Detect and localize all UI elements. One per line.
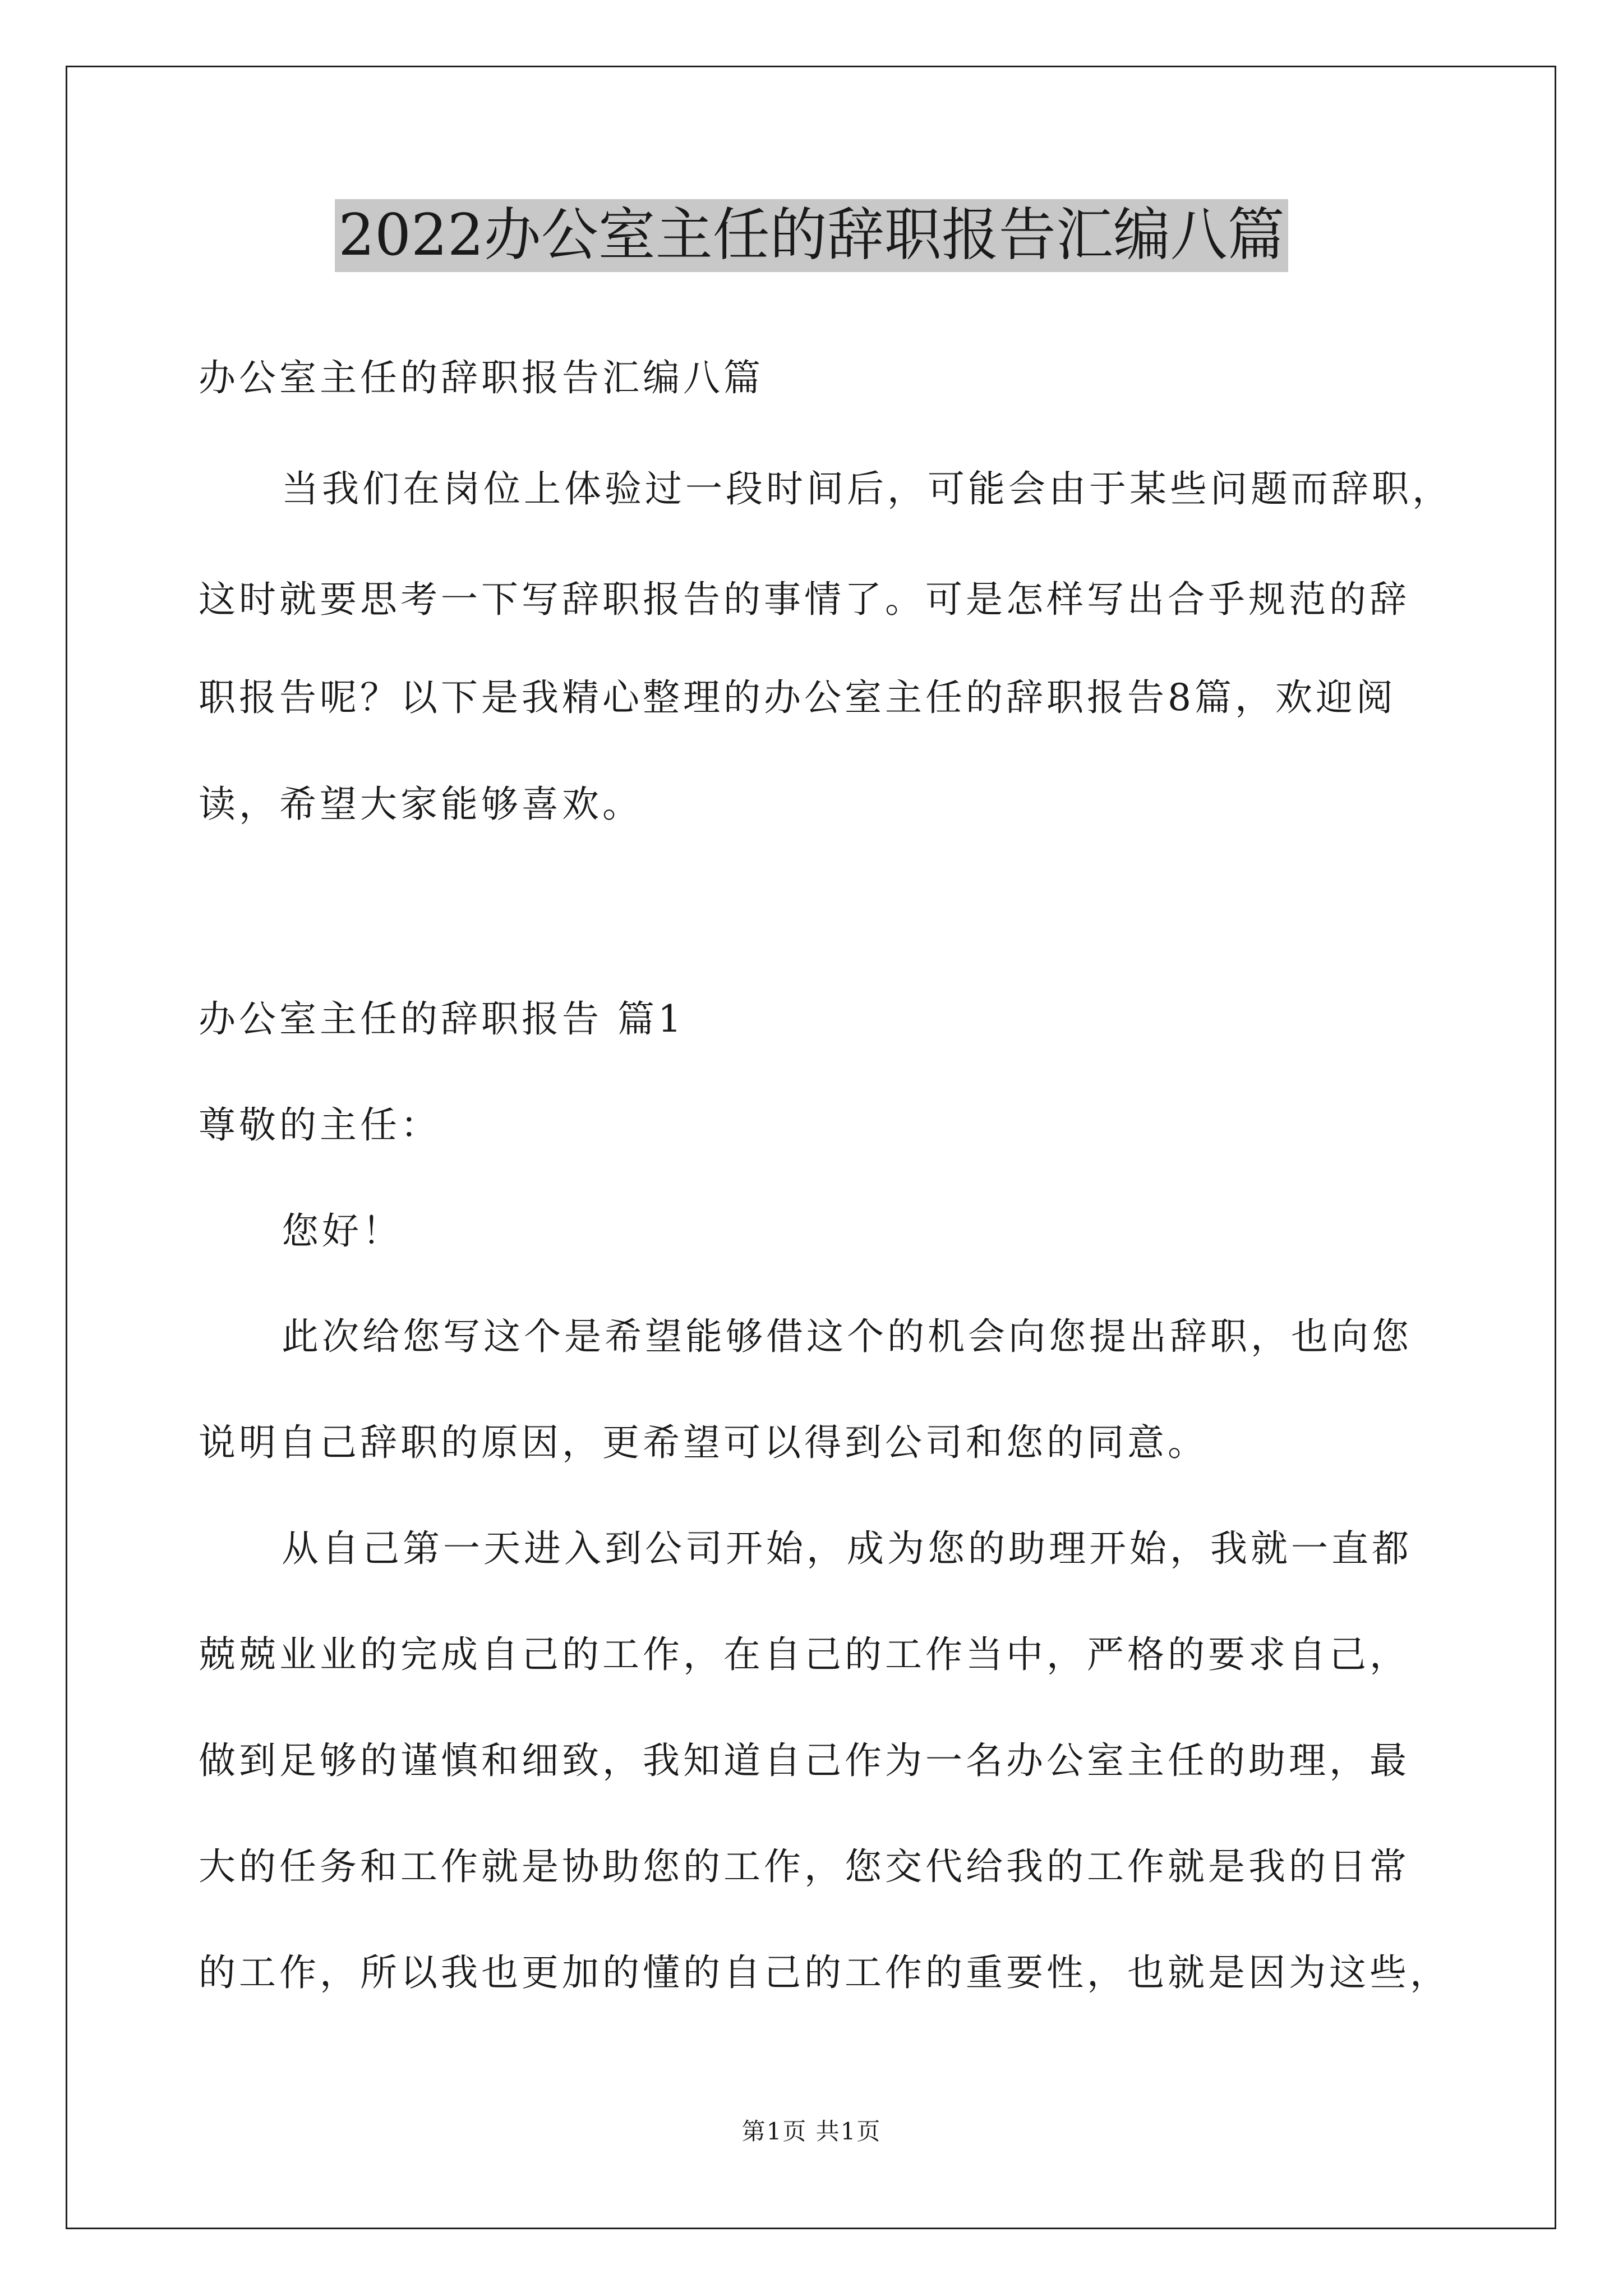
intro-line: 这时就要思考一下写辞职报告的事情了。可是怎样写出合乎规范的辞	[199, 578, 1410, 621]
paragraph-line: 兢兢业业的完成自己的工作，在自己的工作当中，严格的要求自己，	[199, 1633, 1410, 1676]
paragraph-line: 大的任务和工作就是协助您的工作，您交代给我的工作就是我的日常	[199, 1845, 1410, 1888]
paragraph-line: 的工作，所以我也更加的懂的自己的工作的重要性，也就是因为这些，	[199, 1951, 1450, 1994]
salutation: 尊敬的主任：	[199, 1103, 441, 1147]
paragraph-line: 说明自己辞职的原因，更希望可以得到公司和您的同意。	[199, 1421, 1208, 1464]
paragraph-line: 做到足够的谨慎和细致，我知道自己作为一名办公室主任的助理，最	[199, 1739, 1410, 1782]
paragraph-line: 从自己第一天进入到公司开始，成为您的助理开始，我就一直都	[282, 1527, 1412, 1570]
page-footer: 第1页 共1页	[741, 2118, 882, 2145]
subtitle: 办公室主任的辞职报告汇编八篇	[199, 356, 764, 399]
section-heading: 办公室主任的辞职报告 篇1	[199, 997, 685, 1041]
title-container	[0, 199, 1623, 272]
paragraph-line: 此次给您写这个是希望能够借这个的机会向您提出辞职，也向您	[282, 1315, 1412, 1358]
greeting: 您好！	[282, 1209, 403, 1253]
intro-line: 职报告呢？以下是我精心整理的办公室主任的辞职报告8篇，欢迎阅	[199, 676, 1396, 719]
intro-line: 当我们在岗位上体验过一段时间后，可能会由于某些问题而辞职，	[282, 467, 1453, 510]
intro-line: 读，希望大家能够喜欢。	[199, 783, 643, 826]
document-title: 2022办公室主任的辞职报告汇编八篇	[335, 199, 1288, 272]
